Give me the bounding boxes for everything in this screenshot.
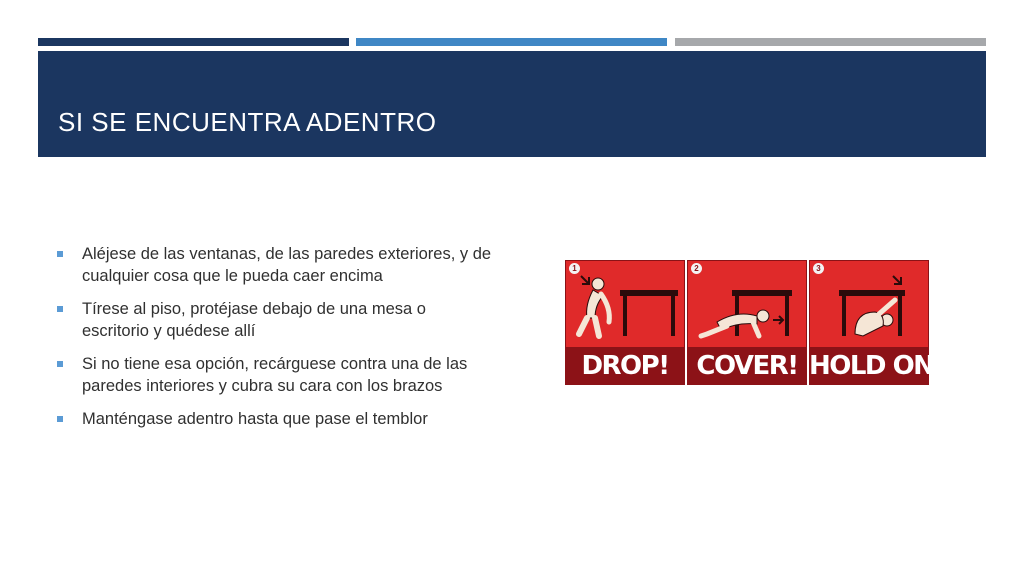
person-crawling-icon xyxy=(687,260,807,350)
accent-stripe-navy xyxy=(38,38,349,46)
accent-stripe-gray xyxy=(675,38,986,46)
accent-stripe-blue xyxy=(356,38,667,46)
bullet-text: Tírese al piso, protéjase debajo de una mesa o escritorio y quédese allí xyxy=(82,300,426,340)
cover-panel xyxy=(687,260,807,385)
bullet-text: Manténgase adentro hasta que pase el temblor xyxy=(82,410,428,428)
drop-label: DROP! xyxy=(565,347,685,385)
square-bullet-icon xyxy=(57,251,63,257)
bullet-item xyxy=(56,243,496,287)
step-number-badge: 3 xyxy=(813,263,824,274)
bullet-text: Si no tiene esa opción, recárguese contra una de las paredes interiores y cubra su cara con los brazos xyxy=(82,355,468,395)
hold-on-label: HOLD ON! xyxy=(809,347,929,385)
bullet-item xyxy=(56,353,496,397)
person-holding-table-icon xyxy=(809,260,929,350)
title-bar xyxy=(38,51,986,157)
slide-title: SI SE ENCUENTRA ADENTRO xyxy=(58,107,437,137)
square-bullet-icon xyxy=(57,361,63,367)
cover-label: COVER! xyxy=(687,347,807,385)
bullet-item xyxy=(56,408,496,430)
bullet-item xyxy=(56,298,496,342)
person-dropping-icon xyxy=(565,260,685,350)
square-bullet-icon xyxy=(57,306,63,312)
square-bullet-icon xyxy=(57,416,63,422)
step-number-badge: 1 xyxy=(569,263,580,274)
step-number-badge: 2 xyxy=(691,263,702,274)
bullet-text: Aléjese de las ventanas, de las paredes exteriores, y de cualquier cosa que le pueda caer encima xyxy=(82,245,492,285)
bullet-list xyxy=(56,243,496,441)
hold-on-panel xyxy=(809,260,944,385)
drop-cover-hold-illustration xyxy=(565,260,944,385)
drop-panel xyxy=(565,260,685,385)
